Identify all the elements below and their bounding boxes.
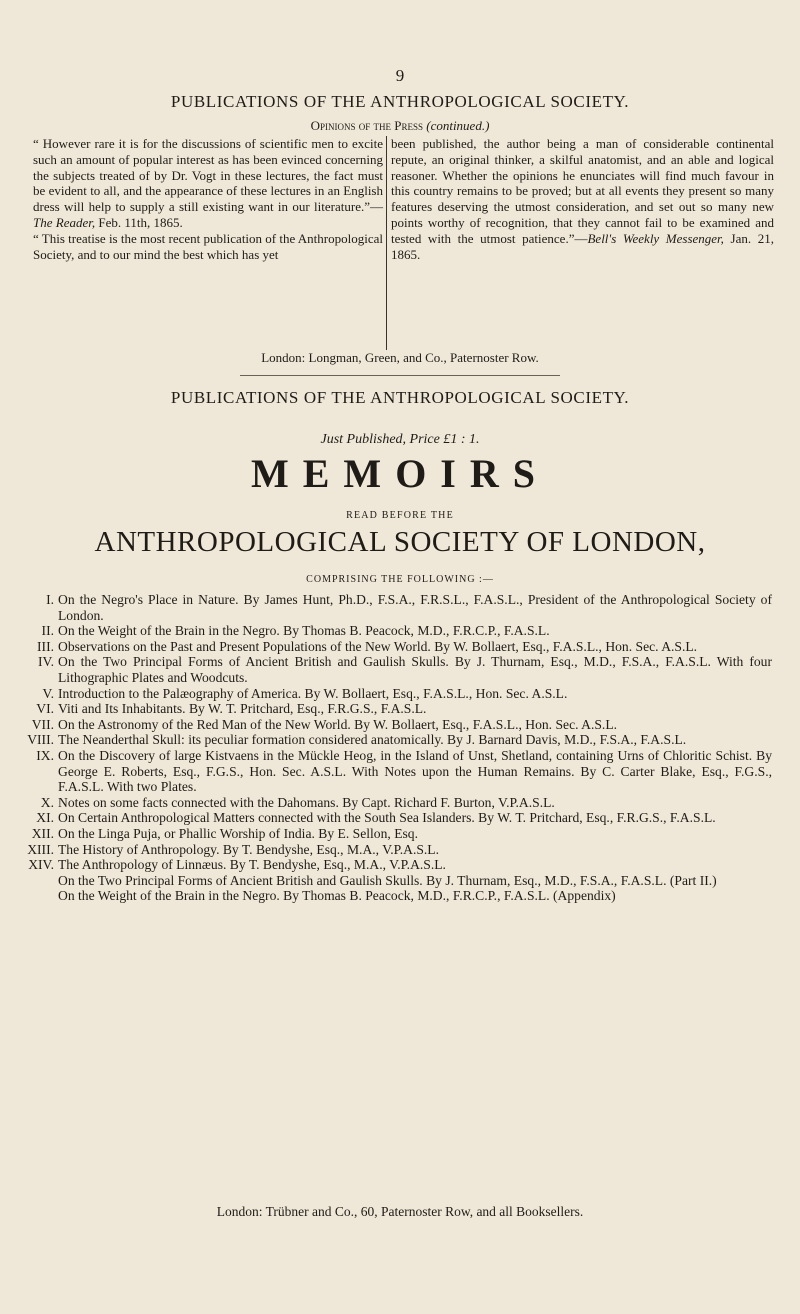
list-item-text: Notes on some facts connected with the Dahomans. By Capt. Richard F. Burton, V.P.A.S.L. xyxy=(58,794,555,810)
list-item-number: VI. xyxy=(36,701,54,717)
list-item-number: II. xyxy=(41,623,54,639)
list-item-text: The Neanderthal Skull: its peculiar formation considered anatomically. By J. Barnard Davis, M.D., F.S.A., F.A.S.L. xyxy=(58,732,687,748)
quote-bells-start: “ This treatise is the most recent publication of the Anthropological Society, and to our mind the best which has yet xyxy=(33,230,383,262)
memoir-list xyxy=(22,592,772,904)
society-name: ANTHROPOLOGICAL SOCIETY OF LONDON, xyxy=(94,526,706,558)
list-item-number: IX. xyxy=(36,747,54,763)
list-item xyxy=(22,748,772,795)
press-opinions-subheading xyxy=(30,118,770,134)
column-divider xyxy=(386,136,387,350)
list-item-text: Observations on the Past and Present Populations of the New World. By W. Bollaert, Esq., F.A.S.L., Hon. Sec. A.S.L. xyxy=(58,638,698,654)
price-line: Just Published, Price £1 : 1. xyxy=(320,432,480,447)
list-item xyxy=(22,873,772,889)
subheading-suffix: (continued.) xyxy=(426,118,490,133)
list-item-text: On the Weight of the Brain in the Negro. By Thomas B. Peacock, M.D., F.R.C.P., F.A.S.L. xyxy=(58,623,550,639)
quote-bells-text: been published, the author being a man of considerable continental repute, an original thinker, a skilful anatomist, and an able and logical reasoner. Whether the opinions he enunciates will find much favour in this country remains to be proved; but at all events they present so many features deserving the utmost consideration, and set out so many new points worthy of recognition, that they cannot fail to be examined and tested with the utmost patience.”— xyxy=(391,136,774,246)
press-opinions-columns xyxy=(33,136,774,351)
list-item xyxy=(22,686,772,702)
read-before-line: READ BEFORE THE xyxy=(346,510,454,521)
list-item-text: Viti and Its Inhabitants. By W. T. Pritchard, Esq., F.R.G.S., F.A.S.L. xyxy=(58,701,427,717)
list-item-number: I. xyxy=(46,592,54,607)
quote-reader-text: “ However rare it is for the discussions of scientific men to excite such an amount of popular interest as has been evinced concerning the subjects treated of by Dr. Vogt in these lectures, the fact must be evident to all, and the appearance of these lectures in an English dress will help to supply a still existing want in our literature.”— xyxy=(33,136,383,215)
list-item xyxy=(22,592,772,623)
list-item xyxy=(22,732,772,748)
quote-bells-source: Bell's Weekly Messenger, xyxy=(587,230,724,246)
section-divider xyxy=(240,375,560,376)
page-number: 9 xyxy=(395,66,405,85)
list-item-text: On the Discovery of large Kistvaens in the Mückle Heog, in the Island of Unst, Shetland, containing Urns of Chloritic Schist. By George E. Roberts, Esq., F.G.S., Hon. Sec. A.S.L. With Notes upon the Human Remains. By C. Carter Blake, Esq., F.G.S., F.A.S.L. With two Plates. xyxy=(58,747,772,795)
list-item-number: III. xyxy=(37,638,54,654)
list-item xyxy=(22,826,772,842)
quote-reader xyxy=(33,136,383,231)
list-item-text: The Anthropology of Linnæus. By T. Bendyshe, Esq., M.A., V.P.A.S.L. xyxy=(58,857,446,873)
list-item-number: XII. xyxy=(31,825,54,841)
quote-reader-date: Feb. 11th, 1865. xyxy=(95,214,183,230)
publisher-line-trubner: London: Trübner and Co., 60, Paternoster Row, and all Booksellers. xyxy=(216,1204,584,1219)
memoirs-title: MEMOIRS xyxy=(251,451,549,496)
list-item-text: On the Two Principal Forms of Ancient British and Gaulish Skulls. By J. Thurnam, Esq., M.D., F.S.A., F.A.S.L. (Part II.) xyxy=(58,872,717,888)
top-heading: PUBLICATIONS OF THE ANTHROPOLOGICAL SOCIETY. xyxy=(170,92,630,111)
comprising-line: COMPRISING THE FOLLOWING :— xyxy=(306,574,494,585)
main-heading: PUBLICATIONS OF THE ANTHROPOLOGICAL SOCIETY. xyxy=(170,388,630,407)
list-item-number: V. xyxy=(42,685,54,701)
subheading-prefix: Opinions of the Press xyxy=(310,118,423,133)
list-item-text: On the Weight of the Brain in the Negro. By Thomas B. Peacock, M.D., F.R.C.P., F.A.S.L. (Appendix) xyxy=(58,888,616,904)
left-column xyxy=(33,136,383,262)
list-item xyxy=(22,654,772,685)
list-item-text: On the Negro's Place in Nature. By James Hunt, Ph.D., F.S.A., F.R.S.L., F.A.S.L., President of the Anthropological Society of London. xyxy=(58,592,772,623)
list-item xyxy=(22,717,772,733)
list-item-text: Introduction to the Palæography of America. By W. Bollaert, Esq., F.A.S.L., Hon. Sec. A.S.L. xyxy=(58,685,568,701)
list-item xyxy=(22,810,772,826)
list-item xyxy=(22,639,772,655)
list-item xyxy=(22,623,772,639)
right-column xyxy=(391,136,774,262)
list-item-text: On the Two Principal Forms of Ancient British and Gaulish Skulls. By J. Thurnam, Esq., M.D., F.S.A., F.A.S.L. With four Lithographic Plates and Woodcuts. xyxy=(58,654,772,685)
list-item-number: IV. xyxy=(38,654,54,670)
list-item-text: The History of Anthropology. By T. Bendyshe, Esq., M.A., V.P.A.S.L. xyxy=(58,841,440,857)
list-item-number: XIV. xyxy=(28,857,54,873)
list-item xyxy=(22,795,772,811)
list-item-number: X. xyxy=(40,794,54,810)
list-item-number: VII. xyxy=(31,716,54,732)
list-item xyxy=(22,857,772,873)
list-item-number: XI. xyxy=(36,810,54,826)
quote-bells-date: Jan. 21, 1865. xyxy=(391,230,774,262)
list-item xyxy=(22,888,772,904)
list-item-text: On the Linga Puja, or Phallic Worship of India. By E. Sellon, Esq. xyxy=(58,825,418,841)
list-item xyxy=(22,701,772,717)
publisher-line-longman: London: Longman, Green, and Co., Paternoster Row. xyxy=(261,350,539,365)
quote-bells-continued xyxy=(391,136,774,262)
quote-reader-source: The Reader, xyxy=(33,214,96,230)
list-item xyxy=(22,842,772,858)
list-item-number: VIII. xyxy=(27,732,54,748)
list-item-text: On Certain Anthropological Matters connected with the South Sea Islanders. By W. T. Pritchard, Esq., F.R.G.S., F.A.S.L. xyxy=(58,810,716,826)
list-item-number: XIII. xyxy=(27,841,54,857)
list-item-text: On the Astronomy of the Red Man of the New World. By W. Bollaert, Esq., F.A.S.L., Hon. Sec. A.S.L. xyxy=(58,716,618,732)
